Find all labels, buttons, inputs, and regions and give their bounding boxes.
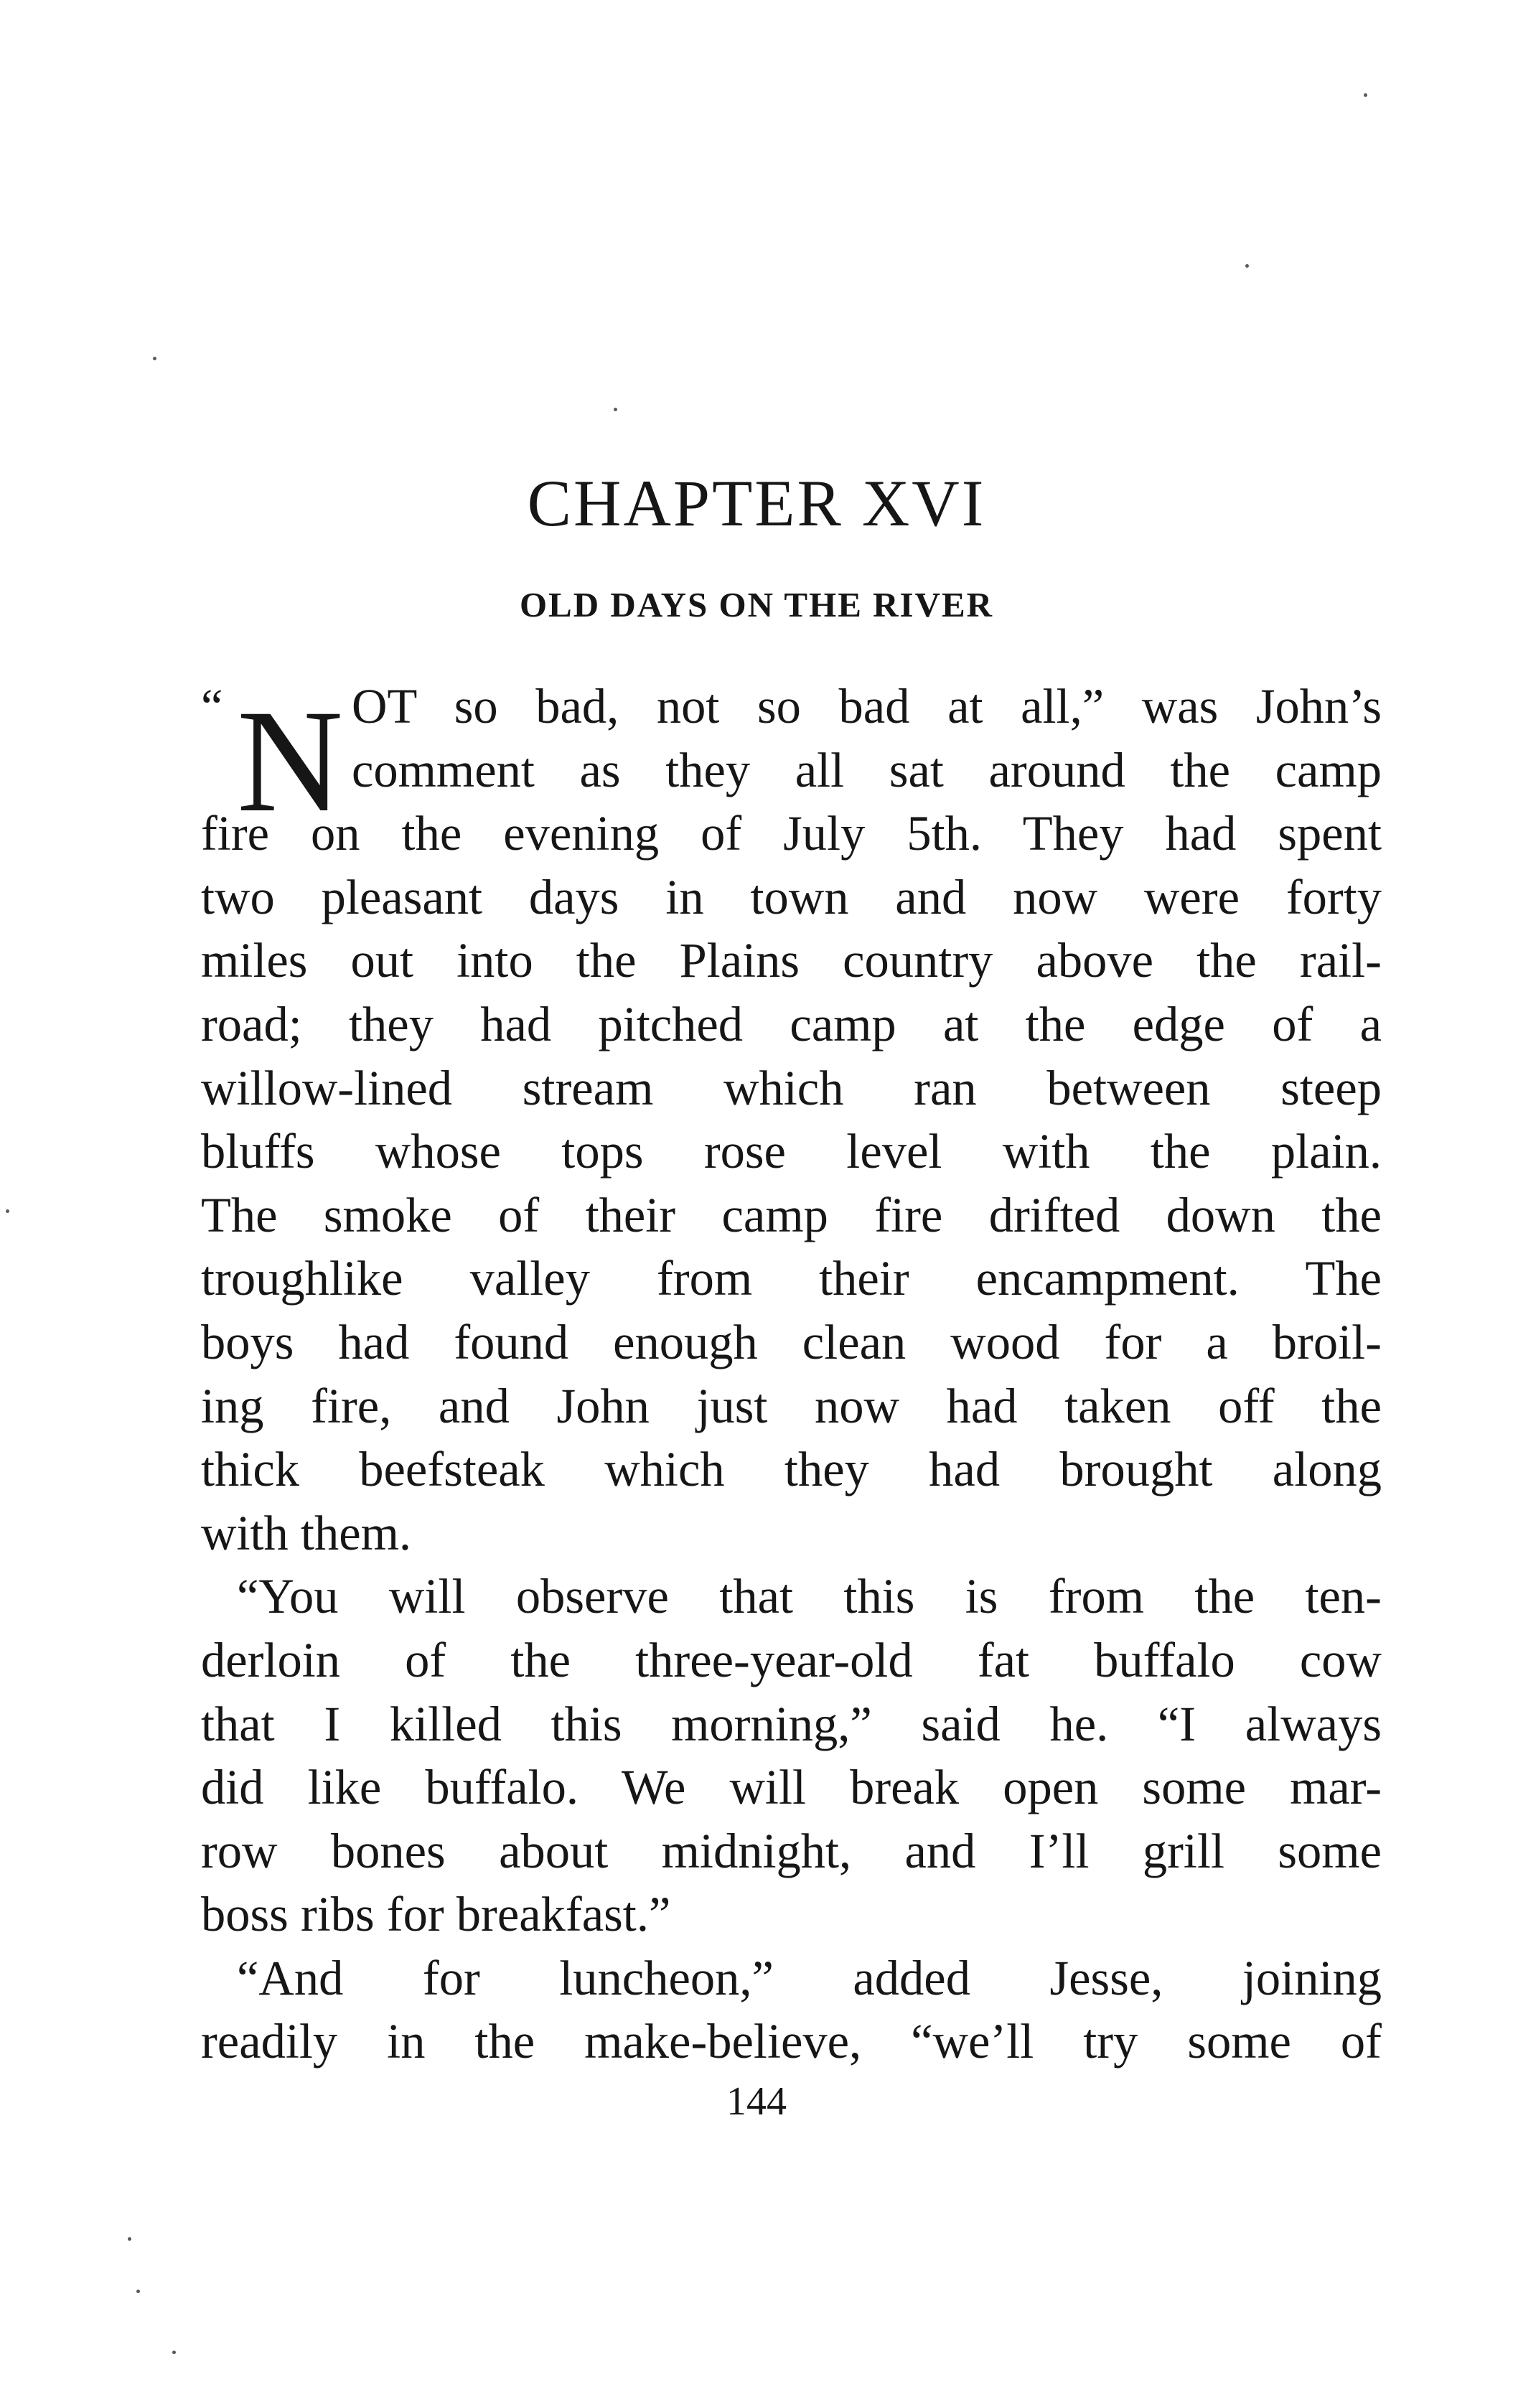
text-line: OT so bad, not so bad at all,” was John’s	[352, 679, 1382, 734]
text-line: that I killed this morning,” said he. “I always	[201, 1696, 1382, 1751]
text-line: readily in the make-believe, “we’ll try some of	[201, 2014, 1382, 2069]
text-line: miles out into the Plains country above the rail-	[201, 933, 1382, 988]
chapter-title: CHAPTER XVI	[527, 467, 986, 540]
text-line: boss ribs for breakfast.”	[201, 1887, 671, 1942]
text-line: The smoke of their camp fire drifted down the	[201, 1187, 1382, 1242]
scan-speck	[1364, 93, 1367, 97]
text-line: did like buffalo. We will break open some mar-	[201, 1760, 1382, 1815]
text-line: bluffs whose tops rose level with the plain.	[201, 1124, 1382, 1179]
text-line: ing fire, and John just now had taken off the	[201, 1378, 1382, 1433]
scan-speck	[1245, 264, 1249, 268]
text-line: with them.	[201, 1505, 411, 1560]
scan-speck	[6, 1209, 9, 1213]
text-line: row bones about midnight, and I’ll grill some	[201, 1823, 1382, 1878]
scan-speck	[128, 2237, 131, 2241]
text-line: two pleasant days in town and now were forty	[201, 869, 1382, 924]
scan-speck	[153, 357, 156, 360]
text-line: willow-lined stream which ran between steep	[201, 1060, 1382, 1115]
page-number: 144	[726, 2079, 787, 2124]
text-line: comment as they all sat around the camp	[352, 742, 1382, 797]
text-line: derloin of the three-year-old fat buffalo cow	[201, 1632, 1382, 1687]
dropcap-letter: N	[237, 680, 344, 843]
text-line: “And for luncheon,” added Jesse, joining	[237, 1950, 1382, 2005]
body-text	[201, 675, 1382, 2074]
text-line: boys had found enough clean wood for a broil-	[201, 1314, 1382, 1369]
text-line: troughlike valley from their encampment. The	[201, 1251, 1382, 1306]
text-line: thick beefsteak which they had brought along	[201, 1442, 1382, 1497]
scan-speck	[172, 2351, 176, 2354]
text-line: “You will observe that this is from the ten-	[237, 1569, 1382, 1624]
dropcap-open-quote: “	[201, 679, 223, 734]
text-line: road; they had pitched camp at the edge of a	[201, 996, 1382, 1051]
scan-speck	[136, 2290, 140, 2293]
scan-speck	[614, 408, 617, 411]
text-line: fire on the evening of July 5th. They had spent	[201, 806, 1382, 861]
chapter-subtitle: OLD DAYS ON THE RIVER	[519, 585, 994, 624]
